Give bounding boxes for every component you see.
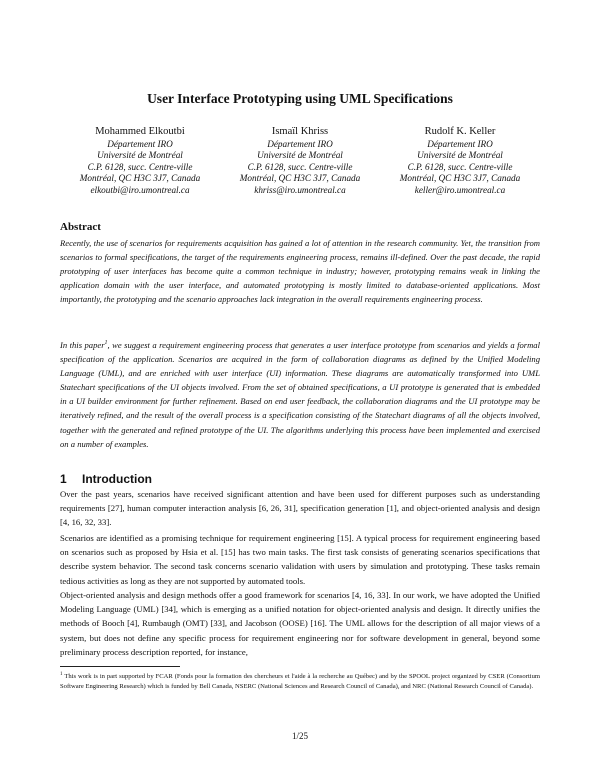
author-address-line2: Montréal, QC H3C 3J7, Canada xyxy=(399,173,521,184)
footnote-marker: 1 xyxy=(104,340,108,347)
abstract-paragraph-2 xyxy=(60,338,540,451)
author-name: Mohammed Elkoutbi xyxy=(95,126,185,137)
author-email: elkoutbi@iro.umontreal.ca xyxy=(90,184,190,195)
author-department: Département IRO xyxy=(107,138,173,149)
author-email: khriss@iro.umontreal.ca xyxy=(254,184,346,195)
author-department: Département IRO xyxy=(267,138,333,149)
section-title: Introduction xyxy=(82,472,152,486)
author-name: Rudolf K. Keller xyxy=(424,126,496,137)
author-3 xyxy=(380,126,540,197)
page-number: 1/25 xyxy=(291,731,308,741)
author-address-line2: Montréal, QC H3C 3J7, Canada xyxy=(79,173,201,184)
section-heading-introduction xyxy=(60,472,152,486)
section-number: 1 xyxy=(60,472,67,486)
author-name: Ismaïl Khriss xyxy=(271,126,329,137)
author-1 xyxy=(60,126,220,197)
abstract-heading: Abstract xyxy=(60,221,101,233)
footnote-text: This work is in part supported by FCAR (Fonds pour la formation des chercheurs et l'aide à la recherche au Québec) and by the SPOOL project organized by CSER (Consortium Software Engineering Research) which is funded by Bell Canada, NSERC (National Sciences and Research Council of Canada), and NRC (National Research Council of Canada). xyxy=(60,673,540,691)
author-department: Département IRO xyxy=(427,138,493,149)
footnote-rule xyxy=(60,666,180,667)
intro-paragraph-3: Object-oriented analysis and design methods offer a good framework for scenarios [4, 16, 33]. In our work, we have adopted the Unified Modeling Language (UML) [34], which is emerging as a unified notation for object-oriented analysis and design. It directly unifies the methods of Booch [4], Rumbaugh (OMT) [33], and Jacobson (OOSE) [16]. The UML allows for the description of all major views of a system, but does not define any specific process for requirement engineering nor for software development in general, beyond some preliminary process description reported, for instance, xyxy=(60,590,540,657)
author-address-line2: Montréal, QC H3C 3J7, Canada xyxy=(239,173,361,184)
author-address-line1: C.P. 6128, succ. Centre-ville xyxy=(247,161,353,172)
paper-title: User Interface Prototyping using UML Specifications xyxy=(147,91,453,106)
author-address-line1: C.P. 6128, succ. Centre-ville xyxy=(87,161,193,172)
author-2 xyxy=(220,126,380,197)
abstract-p2-rest: , we suggest a requirement engineering process that generates a user interface prototype from scenarios and yields a formal specification of the application. Scenarios are acquired in the form of collaboration diagrams as defined by the Unified Modeling Language (UML), and are enriched with user interface (UI) information. These diagrams are automatically transformed into UML Statechart specifications of the UI objects involved. From the set of obtained specifications, a UI prototype is generated that is embedded in a UI builder environment for further refinement. Based on end user feedback, the collaboration diagrams and the UI prototype may be iteratively refined, and the result of the overall process is a specification consisting of the Statechart diagrams of all the objects involved, together with the generated and refined prototype of the UI. The algorithms underlying this process have been implemented and exercised on a number of examples. xyxy=(60,340,540,449)
abstract-p2-start: In this paper xyxy=(60,340,105,350)
author-university: Université de Montréal xyxy=(97,150,183,161)
intro-paragraph-1: Over the past years, scenarios have received significant attention and have been used for different purposes such as understanding requirements [27], human computer interaction analysis [6, 26, 31], specification generation [1], and object-oriented analysis and design [4, 16, 32, 33]. xyxy=(60,489,540,528)
intro-paragraph-2: Scenarios are identified as a promising technique for requirement engineering [15]. A typical process for requirement engineering based on scenarios such as proposed by Hsia et al. [15] has two main tasks. The first task consists of generating scenarios specifications that describe system behavior. The second task concerns scenario validation with users by simulation and prototyping. These tasks remain tedious activities as long as they are not supported by automated tools. xyxy=(60,533,540,586)
author-university: Université de Montréal xyxy=(257,150,343,161)
author-email: keller@iro.umontreal.ca xyxy=(414,184,506,195)
footnote xyxy=(60,672,540,692)
footnote-mark: 1 xyxy=(60,671,63,677)
author-address-line1: C.P. 6128, succ. Centre-ville xyxy=(407,161,513,172)
author-block xyxy=(60,126,540,197)
abstract-paragraph-1: Recently, the use of scenarios for requirements acquisition has gained a lot of attention in the research community. Yet, the transition from scenarios to formal specifications, the target of the requirements engineering process, remains ill-defined. Over the past decade, the rapid prototyping of user interfaces has become quite a common technique in industry; however, prototyping remains weak in linking the application domain with the user interface, and automated prototyping is mostly limited to database-oriented applications. Most importantly, the prototyping and the scenario approaches lack integration in the overall requirements engineering process. xyxy=(60,238,540,305)
author-university: Université de Montréal xyxy=(417,150,503,161)
